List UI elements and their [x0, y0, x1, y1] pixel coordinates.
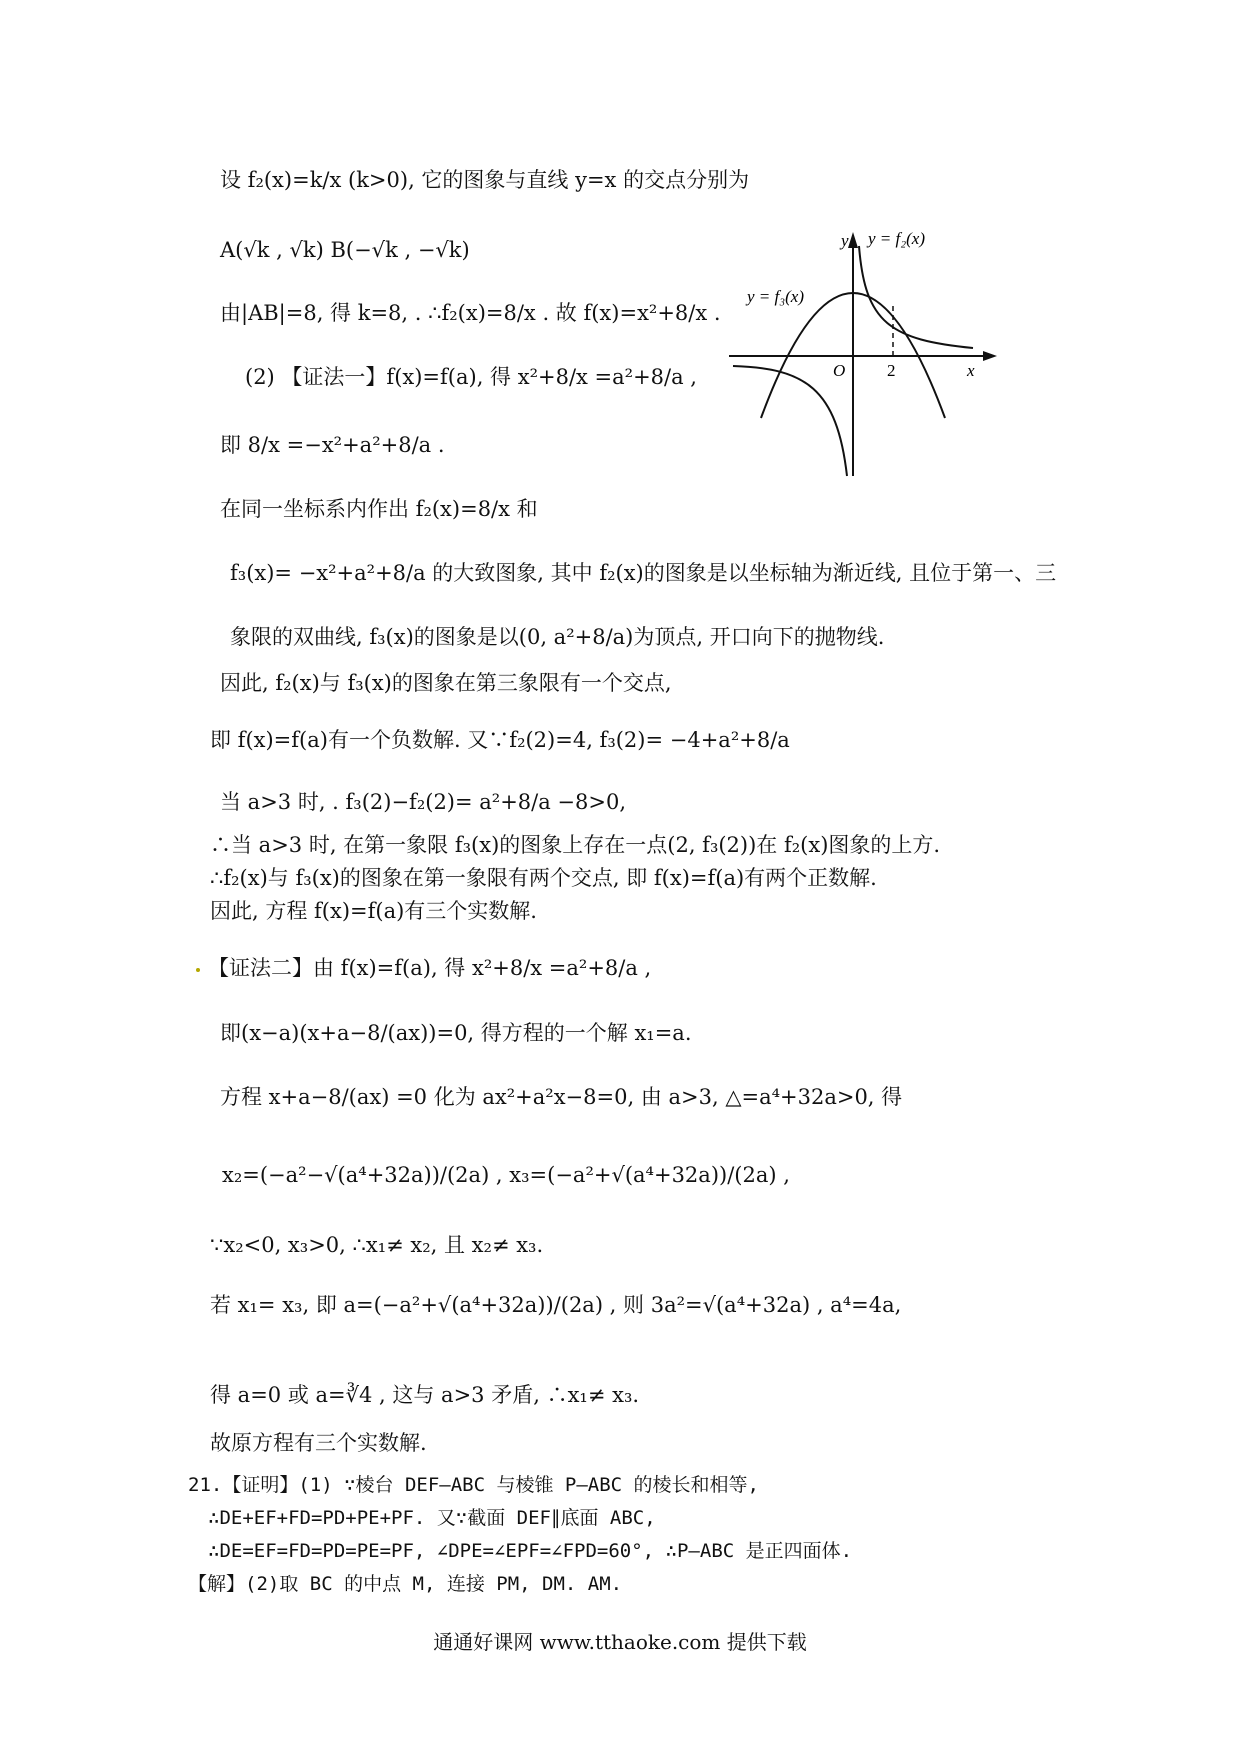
text-line-13: ∴f₂(x)与 f₃(x)的图象在第一象限有两个交点, 即 f(x)=f(a)有两个正数解. [210, 866, 877, 890]
text-line-25: ∴DE=EF=FD=PD=PE=PF, ∠DPE=∠EPF=∠FPD=60°, ∴P—ABC 是正四面体. [208, 1540, 853, 1562]
origin-label: O [833, 361, 846, 380]
text-line-5: 即 8/x =−x²+a²+8/a . [220, 433, 445, 457]
text-line-4: (2) 【证法一】f(x)=f(a), 得 x²+8/x =a²+8/a , [245, 365, 697, 389]
text-line-14: 因此, 方程 f(x)=f(a)有三个实数解. [210, 899, 537, 923]
text-line-24: ∴DE+EF+FD=PD+PE+PF. 又∵截面 DEF∥底面 ABC, [208, 1507, 656, 1529]
text-line-19: ∵x₂<0, x₃>0, ∴x₁≠ x₂, 且 x₂≠ x₃. [210, 1233, 544, 1257]
x-axis-label: x [967, 361, 975, 380]
text-line-17: 方程 x+a−8/(ax) =0 化为 ax²+a²x−8=0, 由 a>3, △=a⁴+32a>0, 得 [220, 1085, 903, 1109]
text-line-6: 在同一坐标系内作出 f₂(x)=8/x 和 [220, 497, 538, 521]
text-line-20: 若 x₁= x₃, 即 a=(−a²+√(a⁴+32a))/(2a) , 则 3a²=√(a⁴+32a) , a⁴=4a, [210, 1293, 902, 1317]
function-graph-figure [725, 228, 1000, 480]
hyperbola-f2-first-quadrant [859, 246, 973, 348]
text-line-11: 当 a>3 时, . f₃(2)−f₂(2)= a²+8/a −8>0, [220, 790, 627, 814]
text-line-22: 故原方程有三个实数解. [210, 1431, 427, 1455]
text-line-26: 【解】(2)取 BC 的中点 M, 连接 PM, DM. AM. [188, 1573, 623, 1595]
text-line-8: 象限的双曲线, f₃(x)的图象是以(0, a²+8/a)为顶点, 开口向下的抛物线. [230, 625, 885, 649]
tick-label-2: 2 [887, 361, 896, 380]
text-line-16: 即(x−a)(x+a−8/(ax))=0, 得方程的一个解 x₁=a. [220, 1021, 692, 1045]
text-line-21: 得 a=0 或 a=∛4 , 这与 a>3 矛盾, ∴x₁≠ x₃. [210, 1383, 640, 1407]
stray-dot [196, 968, 200, 972]
f2-curve-label: y = f₂(x) [868, 229, 926, 248]
y-axis-arrow [848, 232, 858, 248]
text-line-23: 21.【证明】(1) ∵棱台 DEF—ABC 与棱锥 P—ABC 的棱长和相等, [188, 1474, 759, 1496]
text-line-3: 由|AB|=8, 得 k=8, . ∴f₂(x)=8/x . 故 f(x)=x²+8/x . [220, 301, 721, 325]
text-line-12: ∴当 a>3 时, 在第一象限 f₃(x)的图象上存在一点(2, f₃(2))在 f₂(x)图象的上方. [210, 833, 941, 857]
y-axis-label: y [841, 231, 849, 250]
f3-curve-label: y = f₃(x) [747, 287, 805, 306]
text-line-7: f₃(x)= −x²+a²+8/a 的大致图象, 其中 f₂(x)的图象是以坐标轴为渐近线, 且位于第一、三 [230, 561, 1057, 585]
x-axis-arrow [983, 351, 997, 361]
text-line-9: 因此, f₂(x)与 f₃(x)的图象在第三象限有一个交点, [220, 671, 672, 695]
text-line-18: x₂=(−a²−√(a⁴+32a))/(2a) , x₃=(−a²+√(a⁴+32a))/(2a) , [222, 1163, 790, 1187]
text-line-10: 即 f(x)=f(a)有一个负数解. 又∵f₂(2)=4, f₃(2)= −4+a²+8/a [210, 728, 790, 752]
text-line-2: A(√k , √k) B(−√k , −√k) [220, 238, 470, 262]
hyperbola-f2-third-quadrant [733, 366, 847, 476]
text-line-15: 【证法二】由 f(x)=f(a), 得 x²+8/x =a²+8/a , [208, 956, 652, 980]
page-footer: 通通好课网 www.tthaoke.com 提供下载 [433, 1630, 807, 1654]
text-line-1: 设 f₂(x)=k/x (k>0), 它的图象与直线 y=x 的交点分别为 [220, 168, 750, 192]
